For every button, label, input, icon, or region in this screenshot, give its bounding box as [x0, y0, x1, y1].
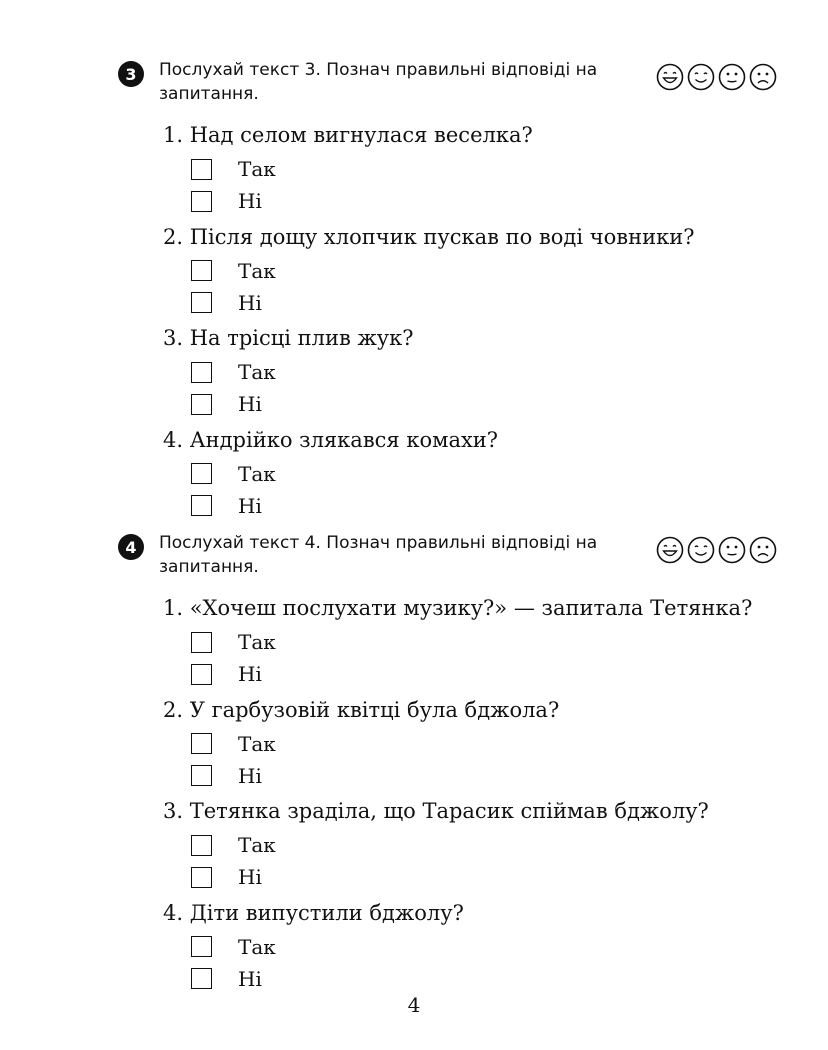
answer-option-no[interactable] — [191, 388, 783, 420]
answer-label: Ні — [238, 966, 262, 991]
task-number-badge: 3 — [118, 61, 144, 87]
question-text: 3. На трісці плив жук? — [163, 326, 414, 350]
neutral-face-icon[interactable] — [717, 535, 747, 565]
laughing-face-icon[interactable] — [655, 62, 685, 92]
answer-checkbox[interactable] — [191, 191, 212, 212]
answer-label: Ні — [238, 493, 262, 518]
sad-face-icon[interactable] — [748, 62, 778, 92]
question — [163, 696, 783, 798]
answer-label: Так — [238, 630, 276, 654]
answer-checkbox[interactable] — [191, 463, 212, 484]
answer-checkbox[interactable] — [191, 495, 212, 516]
question-text: 2. У гарбузовій квітці була бджола? — [163, 697, 560, 722]
answer-option-yes[interactable] — [191, 255, 783, 287]
task-instruction: Послухай текст 3. Познач правильні відповіді на запитання. — [159, 60, 598, 104]
answer-label: Ні — [238, 865, 262, 889]
answer-option-yes[interactable] — [191, 728, 783, 760]
question — [163, 121, 783, 223]
question-text: 1. «Хочеш послухати музику?» — запитала Тетянка? — [163, 596, 753, 620]
answer-checkbox[interactable] — [191, 664, 212, 685]
question-text: 3. Тетянка зраділа, що Тарасик спіймав бджолу? — [163, 799, 709, 823]
answer-option-no[interactable] — [191, 861, 783, 893]
answer-checkbox[interactable] — [191, 765, 212, 786]
self-assessment-faces — [655, 535, 778, 565]
answer-option-no[interactable] — [191, 963, 783, 995]
answer-label: Так — [238, 157, 276, 181]
answer-option-no[interactable] — [191, 658, 783, 690]
self-assessment-faces — [655, 62, 778, 92]
question-text: 1. Над селом вигнулася веселка? — [163, 123, 533, 147]
question — [163, 426, 783, 528]
answer-label: Ні — [238, 392, 262, 416]
question-text: 4. Діти випустили бджолу? — [163, 900, 464, 925]
answer-label: Так — [238, 731, 276, 756]
answer-checkbox[interactable] — [191, 292, 212, 313]
answer-checkbox[interactable] — [191, 936, 212, 957]
answer-checkbox[interactable] — [191, 394, 212, 415]
answer-label: Так — [238, 934, 276, 959]
answer-option-no[interactable] — [191, 185, 783, 217]
answer-checkbox[interactable] — [191, 968, 212, 989]
sad-face-icon[interactable] — [748, 535, 778, 565]
answer-option-no[interactable] — [191, 760, 783, 792]
smiling-face-icon[interactable] — [686, 62, 716, 92]
question — [163, 324, 783, 426]
answer-checkbox[interactable] — [191, 867, 212, 888]
answer-label: Так — [238, 258, 276, 283]
task-4 — [118, 531, 788, 991]
answer-checkbox[interactable] — [191, 733, 212, 754]
neutral-face-icon[interactable] — [717, 62, 747, 92]
answer-label: Так — [238, 461, 276, 486]
answer-label: Ні — [238, 189, 262, 213]
answer-label: Так — [238, 833, 276, 857]
answer-checkbox[interactable] — [191, 362, 212, 383]
question-text: 4. Андрійко злякався комахи? — [163, 427, 499, 452]
task-header — [118, 58, 788, 108]
answer-option-yes[interactable] — [191, 931, 783, 963]
answer-option-no[interactable] — [191, 287, 783, 319]
answer-label: Ні — [238, 662, 262, 686]
task-3 — [118, 58, 788, 518]
laughing-face-icon[interactable] — [655, 535, 685, 565]
answer-option-no[interactable] — [191, 490, 783, 522]
answer-option-yes[interactable] — [191, 458, 783, 490]
answer-checkbox[interactable] — [191, 159, 212, 180]
answer-label: Ні — [238, 763, 262, 788]
answer-checkbox[interactable] — [191, 260, 212, 281]
question — [163, 594, 783, 696]
question — [163, 797, 783, 899]
task-number-badge: 4 — [118, 534, 144, 560]
task-instruction: Послухай текст 4. Познач правильні відповіді на запитання. — [159, 533, 598, 577]
answer-label: Ні — [238, 290, 262, 315]
task-header — [118, 531, 788, 581]
question-list — [163, 594, 783, 1000]
question — [163, 899, 783, 1001]
question — [163, 223, 783, 325]
answer-option-yes[interactable] — [191, 153, 783, 185]
answer-checkbox[interactable] — [191, 835, 212, 856]
page-number: 4 — [407, 993, 421, 1017]
question-list — [163, 121, 783, 527]
question-text: 2. Після дощу хлопчик пускав по воді човники? — [163, 224, 695, 249]
smiling-face-icon[interactable] — [686, 535, 716, 565]
answer-option-yes[interactable] — [191, 829, 783, 861]
answer-checkbox[interactable] — [191, 632, 212, 653]
answer-label: Так — [238, 360, 276, 384]
answer-option-yes[interactable] — [191, 356, 783, 388]
answer-option-yes[interactable] — [191, 626, 783, 658]
